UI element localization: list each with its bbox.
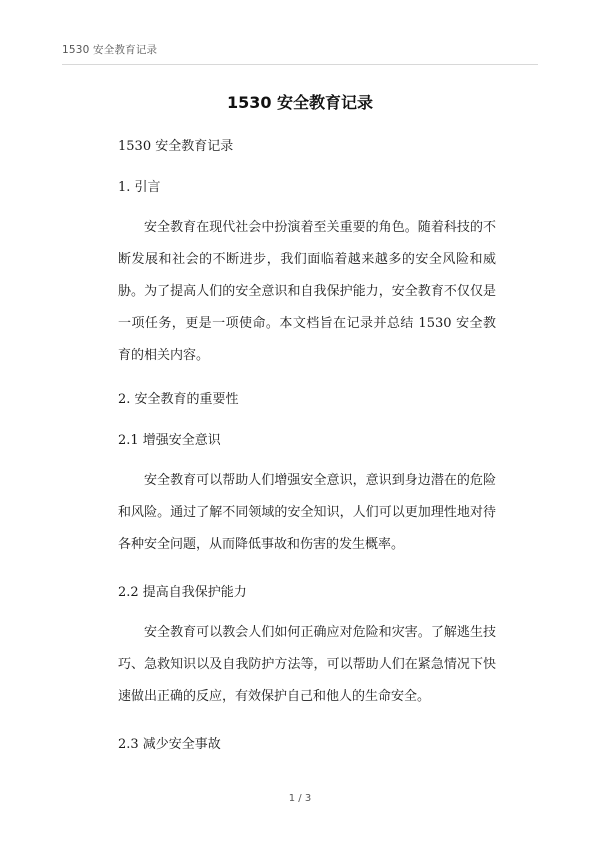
document-title: 1530 安全教育记录 bbox=[226, 93, 374, 112]
section-heading-2-2: 2.2 提高自我保护能力 bbox=[118, 585, 247, 600]
section-heading-2-3: 2.3 减少安全事故 bbox=[118, 737, 221, 752]
paragraph-intro bbox=[118, 212, 496, 372]
paragraph-2-2-text: 安全教育可以教会人们如何正确应对危险和灾害。了解逃生技巧、急救知识以及自我防护方法等，可以帮助人们在紧急情况下快速做出正确的反应，有效保护自己和他人的生命安全。 bbox=[118, 625, 496, 704]
header-divider bbox=[62, 64, 538, 65]
page-number: 1 / 3 bbox=[288, 793, 312, 804]
paragraph-2-2 bbox=[118, 617, 496, 713]
section-heading-importance: 2. 安全教育的重要性 bbox=[118, 392, 239, 407]
paragraph-intro-text: 安全教育在现代社会中扮演着至关重要的角色。随着科技的不断发展和社会的不断进步，我们面临着越来越多的安全风险和威胁。为了提高人们的安全意识和自我保护能力，安全教育不仅仅是一项任务，更是一项使命。本文档旨在记录并总结 1530 安全教育的相关内容。 bbox=[118, 220, 496, 363]
running-header: 1530 安全教育记录 bbox=[62, 44, 158, 56]
paragraph-2-1 bbox=[118, 465, 496, 561]
section-heading-2-1: 2.1 增强安全意识 bbox=[118, 433, 221, 448]
section-heading-intro: 1. 引言 bbox=[118, 180, 161, 195]
document-subtitle: 1530 安全教育记录 bbox=[118, 139, 234, 154]
paragraph-2-1-text: 安全教育可以帮助人们增强安全意识，意识到身边潜在的危险和风险。通过了解不同领域的安全知识，人们可以更加理性地对待各种安全问题，从而降低事故和伤害的发生概率。 bbox=[118, 473, 496, 552]
